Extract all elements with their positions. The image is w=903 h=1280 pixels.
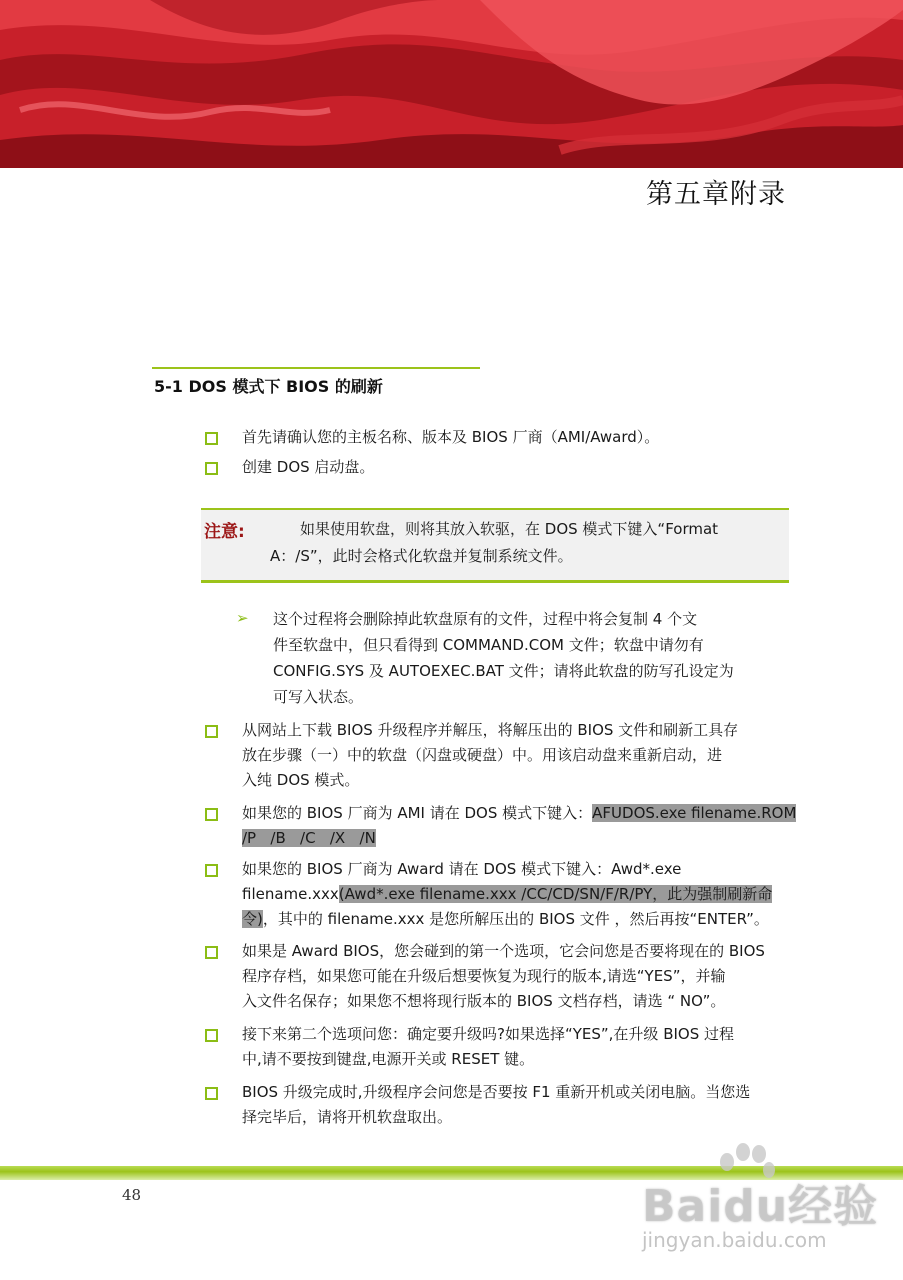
command-highlight: /P /B /C /X /N	[242, 829, 376, 847]
checkbox-icon	[205, 432, 218, 445]
checkbox-icon	[205, 1087, 218, 1100]
header-banner	[0, 0, 903, 168]
section-divider	[152, 367, 480, 369]
list-item-line: 如果您的 BIOS 厂商为 Award 请在 DOS 模式下键入：Awd*.exe	[242, 860, 682, 878]
list-item-text: ，其中的 filename.xxx 是您所解压出的 BIOS 文件 ，然后再按“ENTER”。	[262, 910, 769, 928]
list-item-line: 放在步骤（一）中的软盘（闪盘或硬盘）中。用该启动盘来重新启动，进	[242, 746, 723, 764]
checkbox-icon	[205, 808, 218, 821]
list-item-line	[242, 826, 796, 851]
list-item	[242, 718, 738, 793]
list-item-line: 择完毕后，请将开机软盘取出。	[242, 1108, 453, 1126]
sub-note-line: CONFIG.SYS 及 AUTOEXEC.BAT 文件；请将此软盘的防写孔设定为	[273, 662, 734, 680]
list-item-line: 接下来第二个选项问您：确定要升级吗?如果选择“YES”,在升级 BIOS 过程	[242, 1025, 735, 1043]
note-text: A：/S”，此时会格式化软盘并复制系统文件。	[270, 547, 573, 565]
list-item-line: 如果是 Award BIOS，您会碰到的第一个选项，它会问您是否要将现在的 BIOS	[242, 942, 765, 960]
list-item	[242, 1022, 734, 1072]
list-item-line	[242, 907, 772, 932]
checkbox-icon	[205, 864, 218, 877]
list-item-line: 从网站上下载 BIOS 升级程序并解压，将解压出的 BIOS 文件和刷新工具存	[242, 721, 739, 739]
arrow-bullet-icon: ➢	[236, 609, 249, 627]
list-item-line	[242, 801, 796, 826]
list-item-text: 首先请确认您的主板名称、版本及 BIOS 厂商（AMI/Award）。	[242, 428, 660, 446]
list-item	[242, 425, 659, 450]
section-heading: 5-1 DOS 模式下 BIOS 的刷新	[154, 377, 383, 396]
sub-note	[273, 606, 734, 710]
watermark-url: jingyan.baidu.com	[642, 1228, 827, 1252]
list-item-text: filename.xxx	[242, 885, 339, 903]
command-highlight: 令)	[242, 910, 263, 928]
list-item-line: BIOS 升级完成时,升级程序会问您是否要按 F1 重新开机或关闭电脑。当您选	[242, 1083, 751, 1101]
list-item-text: 创建 DOS 启动盘。	[242, 458, 375, 476]
checkbox-icon	[205, 1029, 218, 1042]
note-label: 注意:	[204, 522, 245, 542]
chapter-title: 第五章附录	[646, 179, 786, 210]
checkbox-icon	[205, 462, 218, 475]
page-number: 48	[122, 1186, 142, 1204]
list-item	[242, 801, 796, 851]
list-item	[242, 455, 374, 480]
sub-note-line: 可写入状态。	[273, 688, 364, 706]
list-item-text: 如果您的 BIOS 厂商为 AMI 请在 DOS 模式下键入：	[242, 804, 593, 822]
watermark	[612, 1140, 882, 1270]
checkbox-icon	[205, 946, 218, 959]
list-item	[242, 857, 772, 932]
list-item	[242, 939, 765, 1014]
sub-note-line: 件至软盘中，但只看得到 COMMAND.COM 文件；软盘中请勿有	[273, 636, 704, 654]
list-item-line: 入文件名保存；如果您不想将现行版本的 BIOS 文档存档，请选 “ NO”。	[242, 992, 726, 1010]
banner-artwork	[0, 0, 903, 168]
watermark-brand: Baidu经验	[642, 1181, 879, 1232]
list-item-line	[242, 882, 772, 907]
list-item-line: 程序存档，如果您可能在升级后想要恢复为现行的版本,请选“YES”，并输	[242, 967, 726, 985]
list-item-line: 入纯 DOS 模式。	[242, 771, 360, 789]
note-text: 如果使用软盘，则将其放入软驱，在 DOS 模式下键入“Format	[300, 520, 719, 538]
list-item	[242, 1080, 750, 1130]
command-highlight: (Awd*.exe filename.xxx /CC/CD/SN/F/R/PY，此为强制刷新命	[338, 885, 773, 903]
checkbox-icon	[205, 725, 218, 738]
sub-note-line: 这个过程将会删除掉此软盘原有的文件，过程中将会复制 4 个文	[273, 610, 698, 628]
command-highlight: AFUDOS.exe filename.ROM	[592, 804, 797, 822]
list-item-line: 中,请不要按到键盘,电源开关或 RESET 键。	[242, 1050, 535, 1068]
